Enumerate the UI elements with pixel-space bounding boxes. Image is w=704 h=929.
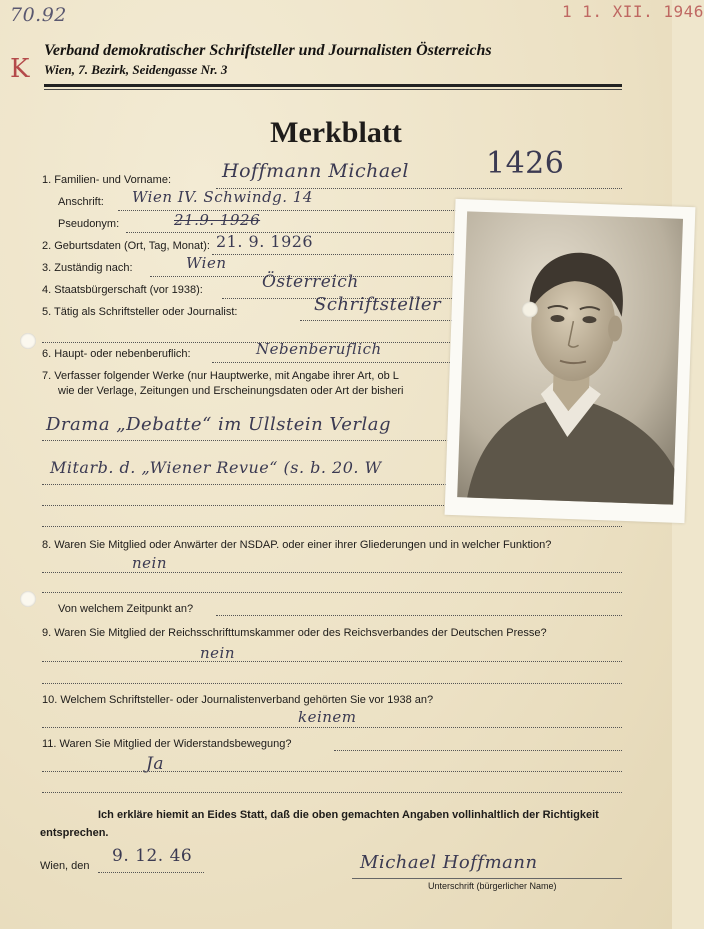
q7-label-line2: wie der Verlage, Zeitungen und Erscheinungsdaten oder Art der bisheri	[58, 385, 404, 397]
q1-pseudonym-value: 21.9. 1926	[174, 211, 261, 229]
declaration-text: Ich erkläre hiemit an Eides Statt, daß die oben gemachten Angaben vollinhaltlich der Richtigkeit entsprechen.	[40, 809, 599, 839]
q7-answer-line2: Mitarb. d. „Wiener Revue“ (s. b. 20. W	[50, 458, 382, 477]
q3-value: Wien	[186, 254, 227, 272]
q9-line1	[42, 661, 622, 662]
signature: Michael Hoffmann	[360, 852, 538, 873]
q2-label: 2. Geburtsdaten (Ort, Tag, Monat):	[42, 240, 210, 252]
q9-value: nein	[200, 644, 235, 662]
q11-line3	[42, 792, 622, 793]
q5-label: 5. Tätig als Schriftsteller oder Journalist:	[42, 306, 238, 318]
place-date-label: Wien, den	[40, 860, 90, 872]
header-rule-thin	[44, 89, 622, 90]
red-k-mark: K	[10, 54, 30, 84]
q7-answer-line1: Drama „Debatte“ im Ullstein Verlag	[46, 414, 392, 435]
q6-label: 6. Haupt- oder nebenberuflich:	[42, 348, 191, 360]
q11-label: 11. Waren Sie Mitglied der Widerstandsbewegung?	[42, 738, 292, 750]
q10-label: 10. Welchem Schriftsteller- oder Journalistenverband gehörten Sie vor 1938 an?	[42, 694, 434, 706]
q8-line1	[42, 572, 622, 573]
header-rule	[44, 84, 622, 87]
q8-label: 8. Waren Sie Mitglied oder Anwärter der NSDAP. oder einer ihrer Gliederungen und in welcher Funktion?	[42, 539, 552, 551]
signature-line	[352, 878, 622, 879]
punch-hole-upper	[20, 333, 36, 349]
organization-name: Verband demokratischer Schriftsteller und Journalisten Österreichs	[44, 42, 492, 59]
q7-label-line1: 7. Verfasser folgender Werke (nur Hauptwerke, mit Angabe ihrer Art, ob L	[42, 370, 399, 382]
attached-photo	[445, 199, 696, 523]
file-number: 1426	[486, 146, 565, 181]
q11-line1	[334, 750, 622, 751]
q9-line2	[42, 683, 622, 684]
q10-value: keinem	[298, 708, 357, 726]
q2-value: 21. 9. 1926	[216, 232, 314, 251]
q1-pseudonym-label: Pseudonym:	[58, 218, 120, 230]
q8-sub-label: Von welchem Zeitpunkt an?	[58, 603, 194, 615]
q9-label: 9. Waren Sie Mitglied der Reichsschrifttumskammer oder des Reichsverbandes der Deutschen Presse?	[42, 627, 547, 639]
q1-name-label: 1. Familien- und Vorname:	[42, 174, 172, 186]
page-title: Merkblatt	[270, 116, 402, 149]
signature-label: Unterschrift (bürgerlicher Name)	[428, 881, 557, 891]
q6-value: Nebenberuflich	[256, 340, 382, 358]
q8-value: nein	[132, 554, 167, 572]
q1-address-label: Anschrift:	[58, 196, 104, 208]
q10-line	[42, 727, 622, 728]
punch-hole-lower	[20, 591, 36, 607]
q1-name-value: Hoffmann Michael	[222, 160, 409, 182]
q3-label: 3. Zuständig nach:	[42, 262, 133, 274]
q8-sub-line	[216, 615, 622, 616]
date-line	[98, 872, 204, 873]
date-stamp: 1 1. XII. 1946	[562, 2, 704, 21]
q8-line2	[42, 592, 622, 593]
portrait-photo	[457, 211, 683, 504]
q7-line4	[42, 526, 622, 527]
date-value: 9. 12. 46	[112, 846, 193, 866]
organization-address: Wien, 7. Bezirk, Seidengasse Nr. 3	[44, 62, 228, 77]
q1-address-value: Wien IV. Schwindg. 14	[132, 188, 313, 206]
q4-label: 4. Staatsbürgerschaft (vor 1938):	[42, 284, 203, 296]
archive-number: 70.92	[10, 4, 67, 26]
q11-line2	[42, 771, 622, 772]
q4-value: Österreich	[262, 272, 359, 292]
q5-value: Schriftsteller	[314, 294, 442, 315]
q11-value: Ja	[146, 754, 164, 774]
